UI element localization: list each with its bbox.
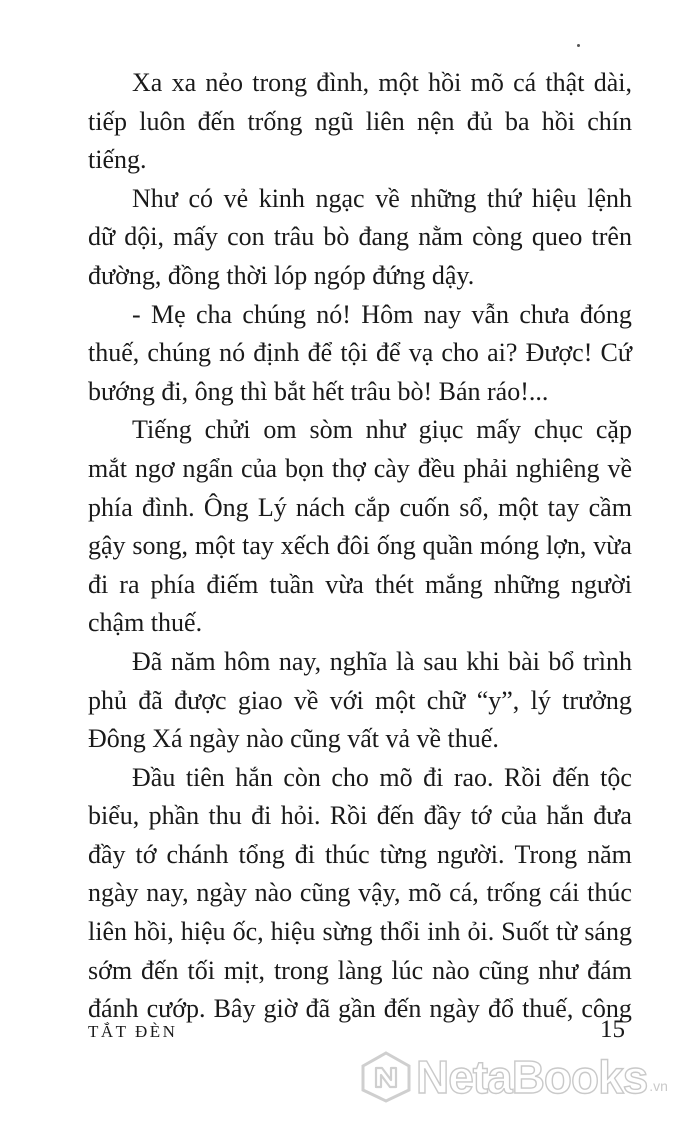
word: lệnh (587, 183, 632, 213)
word: cá, (449, 878, 479, 908)
word: mõ (470, 68, 504, 97)
word: còn (283, 762, 321, 792)
word: mấy (476, 415, 522, 445)
word: vẫn (471, 299, 510, 329)
word: tổng (238, 839, 285, 869)
word: Mẹ (151, 299, 186, 329)
word: tối (187, 955, 215, 985)
word: tiếp (88, 106, 127, 136)
word: nay, (146, 878, 189, 908)
word: tộc (600, 762, 632, 792)
text-line (88, 759, 632, 798)
word: có (188, 183, 213, 213)
text-line (88, 643, 632, 682)
word: ai? (487, 338, 518, 368)
word: liên (365, 106, 405, 136)
word: đôi (336, 531, 370, 561)
word: gần (338, 994, 376, 1024)
word: đang (358, 222, 410, 252)
word: là (395, 646, 415, 676)
word: hồi, (134, 917, 174, 947)
word: với (329, 685, 364, 715)
word: kinh (258, 183, 305, 213)
word: đến (141, 955, 179, 985)
word: hỏi. (280, 801, 321, 831)
word: một (375, 685, 416, 715)
word: Trong (514, 839, 578, 869)
word: chục (533, 415, 584, 445)
word: nách (295, 492, 346, 522)
text-line (88, 566, 632, 605)
word: đến (376, 801, 415, 831)
word: dài, (593, 68, 632, 97)
word: phải (463, 453, 508, 483)
word: tớ (470, 801, 492, 831)
word: để (375, 338, 401, 368)
body-text (88, 64, 632, 1029)
paragraph (88, 411, 632, 643)
word: lúc (391, 955, 424, 985)
word: điếm (206, 569, 259, 599)
word: ba (504, 106, 530, 136)
word: mắt (88, 453, 127, 483)
word: xếch (280, 531, 330, 561)
word: đầy (423, 801, 462, 831)
paragraph (88, 64, 632, 180)
word: như (538, 955, 579, 985)
word: nay (423, 299, 462, 329)
word: Xa (132, 68, 163, 97)
word: tội (340, 338, 368, 368)
word: tay (242, 531, 274, 561)
word: om (263, 415, 297, 445)
word: Đầu (132, 762, 176, 792)
text-line: chậm thuế. (88, 608, 203, 638)
word: giục (418, 415, 464, 445)
word: cha (196, 299, 233, 329)
word: đủ (466, 106, 493, 136)
word: làng (337, 955, 383, 985)
word: vừa (593, 531, 632, 561)
word: trâu (273, 222, 315, 252)
word: thuế, (522, 994, 574, 1024)
word: nó (219, 338, 246, 368)
text-line: tiếng. (88, 145, 147, 175)
word: liên (88, 917, 127, 947)
word: một (194, 531, 236, 561)
word: Suốt (501, 917, 549, 947)
word: về (293, 685, 319, 715)
word: những (493, 569, 560, 599)
word: đưa (593, 801, 632, 831)
word: vẻ (223, 183, 249, 213)
paragraph (88, 296, 632, 412)
word: nào (432, 955, 470, 985)
text-line (88, 797, 632, 836)
word: cặp (595, 415, 632, 445)
word: hôm (224, 646, 271, 676)
word: giờ (263, 994, 298, 1024)
word: nẻo (205, 68, 243, 97)
word: ngơ (134, 453, 175, 483)
word: xa (171, 68, 197, 97)
word: hắn (235, 762, 273, 792)
word: thét (374, 569, 414, 599)
running-title: TẮT ĐÈN (88, 1022, 178, 1041)
word: nghĩa (329, 646, 388, 676)
word: Như (132, 183, 178, 213)
word: ra (119, 569, 140, 599)
word: mõ (408, 878, 442, 908)
word: Ông (203, 492, 249, 522)
word: inh (427, 917, 461, 947)
word: như (365, 415, 406, 445)
word: queo (531, 222, 583, 252)
paragraph (88, 643, 632, 759)
word: đi (251, 801, 272, 831)
word: cày (373, 453, 410, 483)
text-line (88, 836, 632, 875)
corner-speck (577, 44, 580, 47)
word: quần (422, 531, 474, 561)
watermark-brand: NetaBooks (416, 1051, 648, 1103)
word: cắp (354, 492, 391, 522)
word: tiên (185, 762, 225, 792)
word: tớ (135, 839, 157, 869)
word: khi (466, 646, 500, 676)
word: Được! (525, 338, 593, 368)
word: bọn (284, 453, 324, 483)
word: để (307, 338, 333, 368)
word: đi (423, 762, 444, 792)
word: cướp. (146, 994, 206, 1024)
word: còng (472, 222, 523, 252)
word: công (581, 994, 632, 1024)
word: cái (549, 878, 580, 908)
word: sòm (309, 415, 353, 445)
word: con (227, 222, 265, 252)
word: nằm (418, 222, 463, 252)
word: bò (323, 222, 350, 252)
word: “y”, (476, 685, 520, 715)
word: móng (479, 531, 540, 561)
word: Tiếng (132, 415, 192, 445)
text-line (88, 103, 632, 142)
word: cá (513, 68, 537, 97)
word: tuần (269, 569, 315, 599)
word: đã (305, 994, 331, 1024)
word: của (500, 801, 537, 831)
word: đến (383, 994, 422, 1024)
word: chúng (147, 338, 211, 368)
word: cho (441, 338, 479, 368)
word: Bây (213, 994, 256, 1024)
word: những (410, 183, 477, 213)
word: hồi (428, 68, 462, 97)
word: năm (587, 839, 632, 869)
word: thợ (331, 453, 366, 483)
text-line (88, 913, 632, 952)
word: Rồi (504, 762, 542, 792)
word: lợn, (545, 531, 587, 561)
word: trưởng (562, 685, 632, 715)
word: luôn (139, 106, 186, 136)
word: từng (379, 839, 427, 869)
word: nó! (316, 299, 351, 329)
word: tay (547, 492, 580, 522)
word: chánh (166, 839, 229, 869)
word: đổ (488, 994, 514, 1024)
word: sổ, (459, 492, 489, 522)
word: Lý (257, 492, 287, 522)
word: đều (417, 453, 456, 483)
word: được (174, 685, 227, 715)
word: vậy, (358, 878, 401, 908)
word: dội, (124, 222, 164, 252)
word: chữ (426, 685, 466, 715)
word: ngũ (314, 106, 354, 136)
word: thuế, (88, 338, 140, 368)
word: gậy (88, 531, 126, 561)
text-line: bướng đi, ông thì bắt hết trâu bò! Bán ráo!... (88, 376, 549, 406)
word: đánh (88, 994, 139, 1024)
word: mịt, (223, 955, 266, 985)
word: chửi (204, 415, 251, 445)
text-line (88, 489, 632, 528)
word: cuốn (399, 492, 451, 522)
word: trình (582, 646, 632, 676)
word: rao. (453, 762, 494, 792)
word: thúc (324, 839, 370, 869)
page-number: 15 (600, 1016, 625, 1043)
word: đi (88, 569, 109, 599)
word: thổi (379, 917, 421, 947)
word: đám (587, 955, 632, 985)
word: đóng (579, 299, 632, 329)
word: từ (555, 917, 578, 947)
text-line (88, 334, 632, 373)
word: Cứ (600, 338, 632, 368)
text-line (88, 450, 632, 489)
word: của (240, 453, 278, 483)
text-line: đường, đồng thời lóp ngóp đứng dậy. (88, 260, 475, 290)
word: bài (508, 646, 540, 676)
word: Hôm (361, 299, 414, 329)
text-line (88, 180, 632, 219)
word: bổ (548, 646, 575, 676)
word: giao (237, 685, 283, 715)
word: thứ (486, 183, 522, 213)
text-line (88, 296, 632, 335)
word: dữ (88, 222, 116, 252)
word: một (378, 68, 419, 97)
word: cũng (478, 955, 530, 985)
word: người (570, 569, 632, 599)
word: sáng (584, 917, 632, 947)
word: mõ (379, 762, 413, 792)
word: sớm (88, 955, 133, 985)
netabooks-n-logo-icon (360, 1051, 412, 1103)
word: trống (486, 878, 542, 908)
word: chúng (242, 299, 306, 329)
word: ngày (196, 878, 247, 908)
paragraph (88, 180, 632, 296)
word: chưa (519, 299, 570, 329)
word: lý (530, 685, 551, 715)
word: Rồi (329, 801, 368, 831)
word: vừa (325, 569, 364, 599)
word: nghiêng (515, 453, 600, 483)
word: về (607, 453, 632, 483)
text-line (88, 411, 632, 450)
word: ngày (429, 994, 480, 1024)
word: đi (294, 839, 315, 869)
word: thu (208, 801, 242, 831)
word: đã (138, 685, 163, 715)
word: định (253, 338, 300, 368)
word: hiệu (270, 917, 316, 947)
word: nào (254, 878, 293, 908)
word: phía (88, 492, 133, 522)
word: ngạc (315, 183, 365, 213)
word: sừng (322, 917, 373, 947)
text-line (88, 874, 632, 913)
word: người. (436, 839, 505, 869)
word: ốc, (232, 917, 264, 947)
word: nện (416, 106, 455, 136)
word: hiệu (180, 917, 226, 947)
word: phần (148, 801, 200, 831)
word: cho (331, 762, 369, 792)
word: đình. (141, 492, 195, 522)
text-line (88, 682, 632, 721)
word: ống (376, 531, 416, 561)
text-line: Đông Xá ngày nào cũng vất vả về thuế. (88, 724, 499, 754)
word: hồi (541, 106, 575, 136)
word: mắng (424, 569, 483, 599)
text-line (88, 952, 632, 991)
word: - (132, 299, 141, 329)
word: trong (273, 955, 329, 985)
word: ngày (88, 878, 139, 908)
text-line (88, 218, 632, 257)
word: ỏi. (467, 917, 495, 947)
text-line (88, 527, 632, 566)
word: trên (591, 222, 632, 252)
word: năm (170, 646, 216, 676)
word: cầm (588, 492, 632, 522)
word: thật (545, 68, 585, 97)
word: đầy (88, 839, 126, 869)
watermark-suffix: .vn (649, 1078, 668, 1094)
word: cũng (299, 878, 351, 908)
word: Đã (132, 646, 163, 676)
paragraph (88, 759, 632, 1029)
word: thúc (587, 878, 632, 908)
word: về (375, 183, 400, 213)
word: phủ (88, 685, 127, 715)
word: nay, (278, 646, 322, 676)
word: mấy (173, 222, 218, 252)
word: trống (247, 106, 303, 136)
word: hắn (546, 801, 584, 831)
word: sau (423, 646, 458, 676)
word: biểu, (88, 801, 140, 831)
word: đến (197, 106, 236, 136)
word: vạ (408, 338, 434, 368)
word: hiệu (531, 183, 577, 213)
word: ngẩn (182, 453, 234, 483)
word: chín (587, 106, 632, 136)
word: một (498, 492, 539, 522)
word: phía (150, 569, 196, 599)
word: đến (552, 762, 590, 792)
word: trong (252, 68, 308, 97)
word: đình, (316, 68, 370, 97)
text-line (88, 64, 632, 103)
watermark (360, 1048, 668, 1106)
word: song, (132, 531, 188, 561)
